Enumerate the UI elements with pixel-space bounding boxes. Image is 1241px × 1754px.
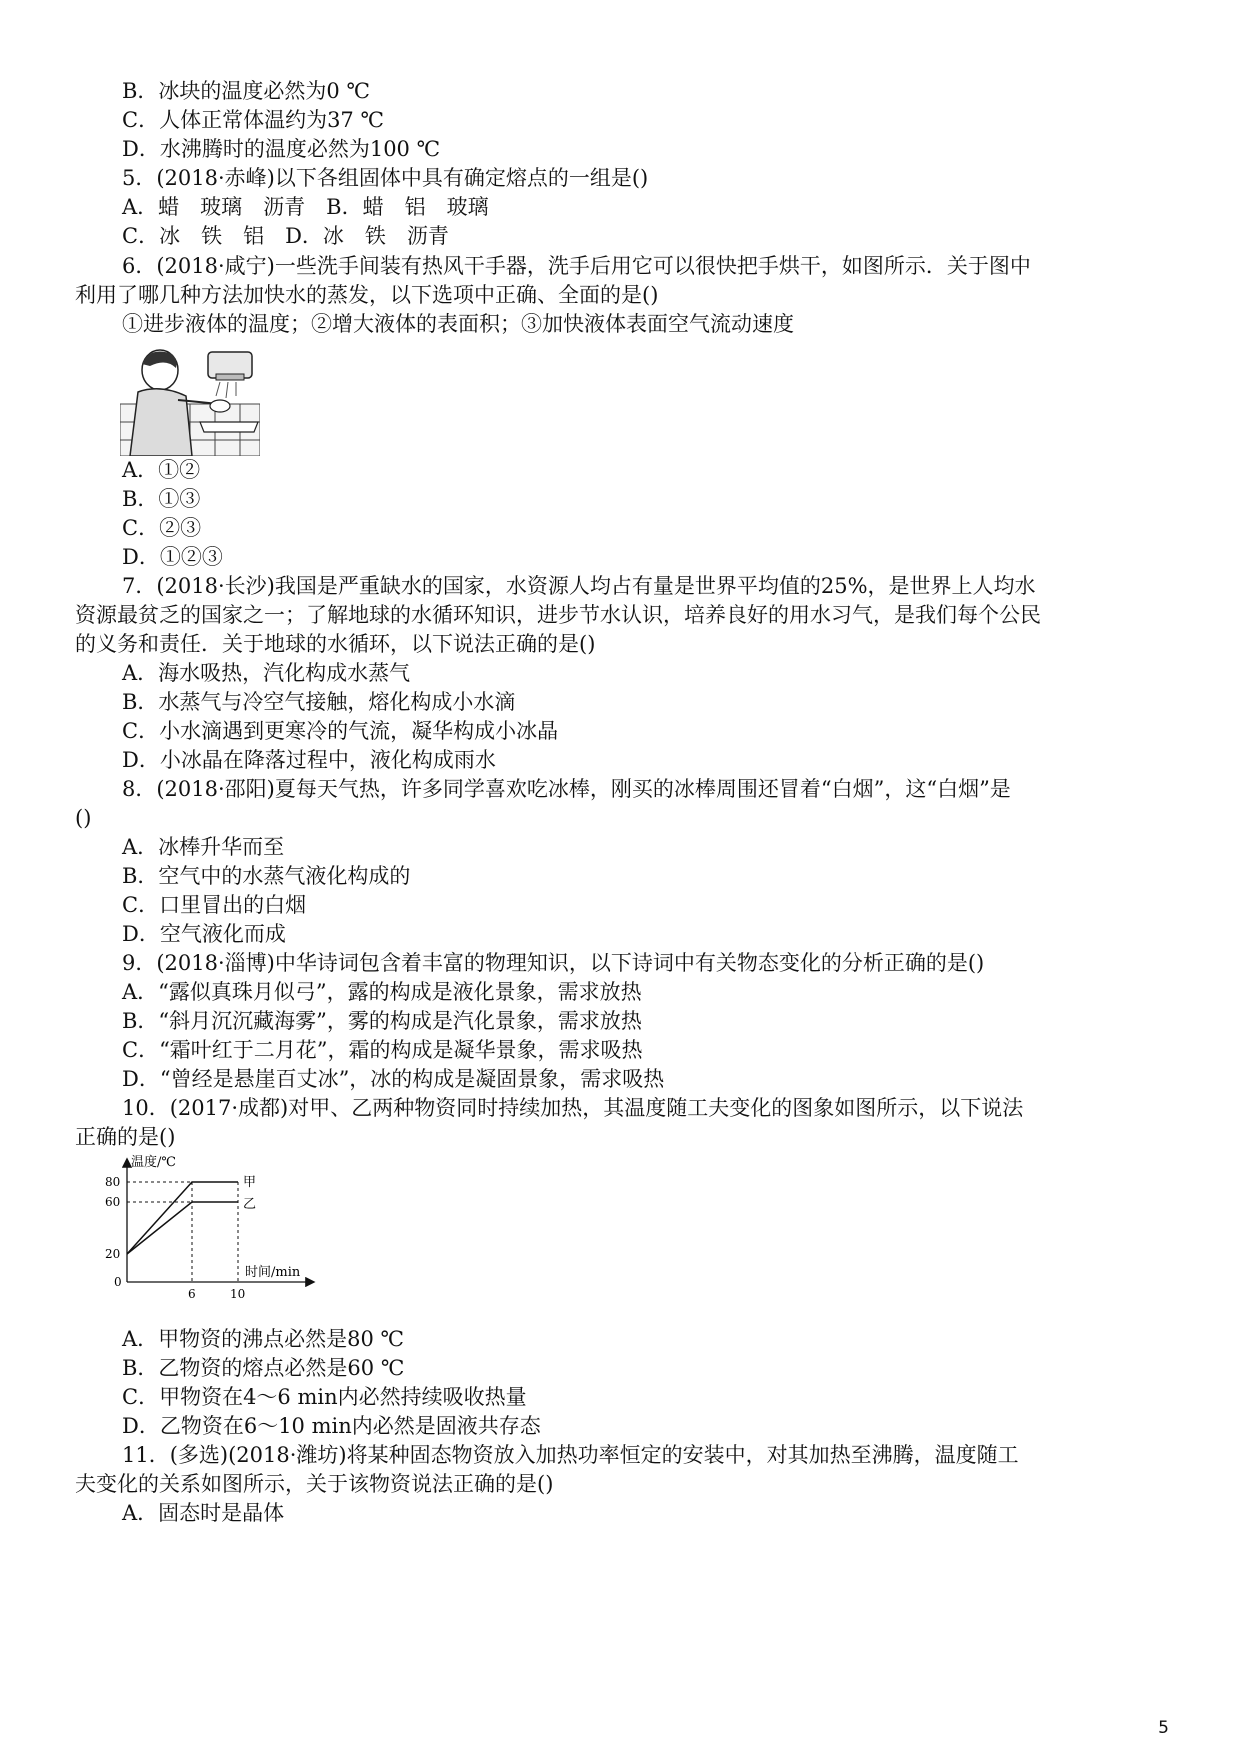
q10-stem-continued: 正确的是() <box>75 1125 176 1149</box>
series-yi-label: 乙 <box>243 1197 257 1212</box>
hand-dryer-illustration <box>120 344 260 456</box>
temperature-time-graph <box>105 1152 335 1302</box>
q5-options-row2: C．冰 铁 铝 D．冰 铁 沥青 <box>122 224 449 248</box>
q6-hint: ①进步液体的温度；②增大液体的表面积；③加快液体表面空气流动速度 <box>122 312 794 336</box>
q7-stem-continued: 资源最贫乏的国家之一；了解地球的水循环知识，进步节水认识，培养良好的用水习气，是我们每个公民 <box>75 603 1041 627</box>
q8-stem: 8．(2018·邵阳)夏每天气热，许多同学喜欢吃冰棒，刚买的冰棒周围还冒着“白烟”，这“白烟”是 <box>122 777 1011 801</box>
series-yi-line <box>127 1202 238 1254</box>
series-jia-label: 甲 <box>243 1175 257 1190</box>
y-tick-60: 60 <box>105 1195 121 1209</box>
q10-stem: 10．(2017·成都)对甲、乙两种物资同时持续加热，其温度随工夫变化的图象如图所示，以下说法 <box>122 1096 1024 1120</box>
x-tick-6: 6 <box>188 1287 196 1301</box>
q5-options-row1: A．蜡 玻璃 沥青 B．蜡 铝 玻璃 <box>122 195 489 219</box>
q10-option-d: D．乙物资在6～10 min内必然是固液共存态 <box>122 1414 541 1438</box>
q10-option-b: B．乙物资的熔点必然是60 ℃ <box>122 1356 405 1380</box>
q4-option-d: D．水沸腾时的温度必然为100 ℃ <box>122 137 441 161</box>
q6-option-d: D．①②③ <box>122 545 223 569</box>
y-tick-0: 0 <box>114 1275 122 1289</box>
q8-option-b: B．空气中的水蒸气液化构成的 <box>122 864 411 888</box>
q8-stem-continued: () <box>75 806 92 830</box>
q8-option-c: C．口里冒出的白烟 <box>122 893 307 917</box>
q11-stem: 11．(多选)(2018·潍坊)将某种固态物资放入加热功率恒定的安装中，对其加热至沸腾，温度随工 <box>122 1443 1019 1467</box>
q6-option-b: B．①③ <box>122 487 201 511</box>
q11-option-a: A．固态时是晶体 <box>122 1501 285 1525</box>
q5-stem: 5．(2018·赤峰)以下各组固体中具有确定熔点的一组是() <box>122 166 649 190</box>
y-axis-label: 温度/℃ <box>131 1155 176 1170</box>
q7-option-a: A．海水吸热，汽化构成水蒸气 <box>122 661 411 685</box>
q6-option-a: A．①② <box>122 458 201 482</box>
page-number: 5 <box>1158 1718 1169 1738</box>
q11-stem-continued: 夫变化的关系如图所示，关于该物资说法正确的是() <box>75 1472 554 1496</box>
q9-option-d: D．“曾经是悬崖百丈冰”，冰的构成是凝固景象，需求吸热 <box>122 1067 665 1091</box>
x-axis-label: 时间/min <box>245 1265 301 1280</box>
q8-option-a: A．冰棒升华而至 <box>122 835 285 859</box>
q9-stem: 9．(2018·淄博)中华诗词包含着丰富的物理知识，以下诗词中有关物态变化的分析正确的是() <box>122 951 985 975</box>
q6-stem-continued: 利用了哪几种方法加快水的蒸发，以下选项中正确、全面的是() <box>75 283 659 307</box>
q10-option-a: A．甲物资的沸点必然是80 ℃ <box>122 1327 405 1351</box>
q9-option-a: A．“露似真珠月似弓”，露的构成是液化景象，需求放热 <box>122 980 642 1004</box>
q4-option-c: C．人体正常体温约为37 ℃ <box>122 108 384 132</box>
q6-option-c: C．②③ <box>122 516 202 540</box>
q9-option-b: B．“斜月沉沉藏海雾”，雾的构成是汽化景象，需求放热 <box>122 1009 642 1033</box>
q7-option-b: B．水蒸气与冷空气接触，熔化构成小水滴 <box>122 690 516 714</box>
q7-stem: 7．(2018·长沙)我国是严重缺水的国家，水资源人均占有量是世界平均值的25%，是世界上人均水 <box>122 574 1036 598</box>
q7-stem-continued-2: 的义务和责任．关于地球的水循环，以下说法正确的是() <box>75 632 596 656</box>
q7-option-d: D．小冰晶在降落过程中，液化构成雨水 <box>122 748 496 772</box>
q9-option-c: C．“霜叶红于二月花”，霜的构成是凝华景象，需求吸热 <box>122 1038 643 1062</box>
y-tick-80: 80 <box>105 1175 121 1189</box>
q4-option-b: B．冰块的温度必然为0 ℃ <box>122 79 370 103</box>
q7-option-c: C．小水滴遇到更寒冷的气流，凝华构成小冰晶 <box>122 719 559 743</box>
q8-option-d: D．空气液化而成 <box>122 922 286 946</box>
x-tick-10: 10 <box>230 1287 246 1301</box>
q10-option-c: C．甲物资在4～6 min内必然持续吸收热量 <box>122 1385 527 1409</box>
y-tick-20: 20 <box>105 1247 121 1261</box>
series-jia-line <box>127 1182 238 1254</box>
q6-stem: 6．(2018·咸宁)一些洗手间装有热风干手器，洗手后用它可以很快把手烘干，如图所示．关于图中 <box>122 254 1031 278</box>
